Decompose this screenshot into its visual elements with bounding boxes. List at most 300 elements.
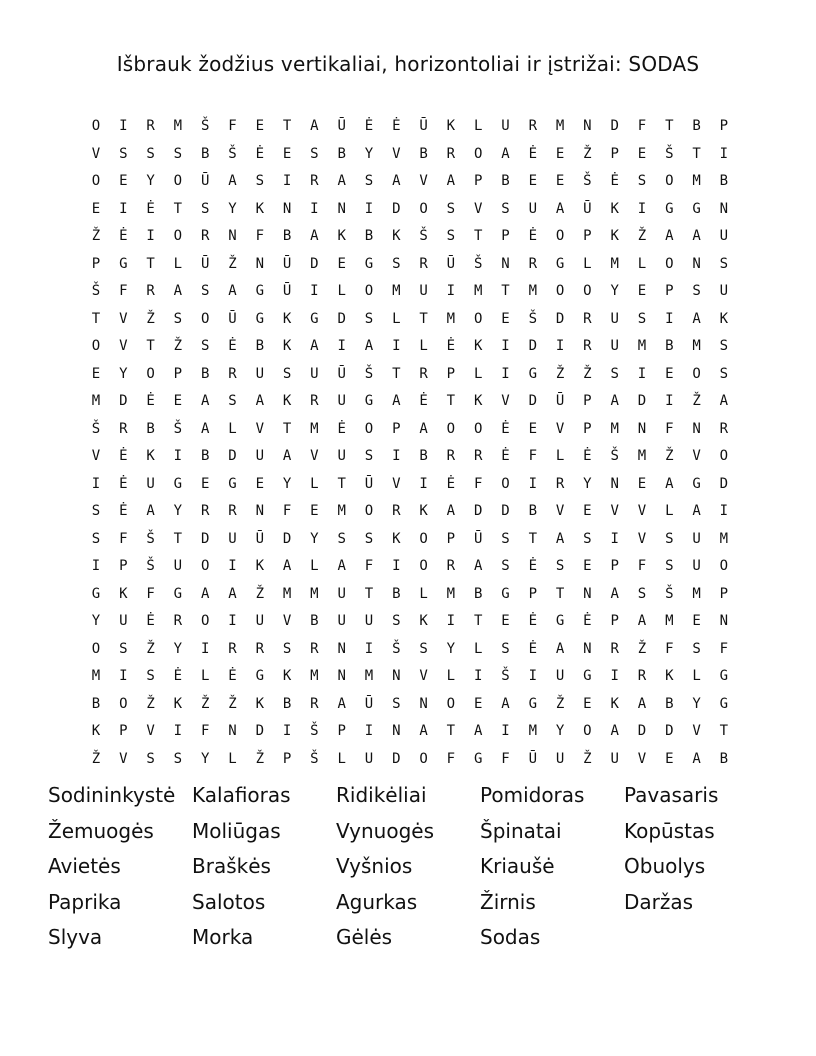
grid-letter[interactable]: A	[310, 118, 319, 134]
grid-letter[interactable]: L	[473, 118, 483, 134]
grid-letter[interactable]: I	[392, 448, 401, 464]
grid-letter[interactable]: F	[146, 585, 155, 602]
grid-letter[interactable]: Ž	[255, 585, 265, 602]
grid-letter[interactable]: O	[501, 475, 510, 492]
grid-letter[interactable]: V	[119, 310, 128, 327]
grid-letter[interactable]: A	[665, 475, 674, 492]
grid-letter[interactable]: Ž	[583, 750, 592, 767]
grid-letter[interactable]: F	[282, 503, 292, 519]
grid-letter[interactable]: I	[501, 723, 510, 739]
grid-letter[interactable]: F	[228, 118, 237, 134]
grid-letter[interactable]: E	[501, 613, 510, 629]
grid-letter[interactable]: Ė	[119, 448, 128, 464]
grid-letter[interactable]: M	[692, 173, 701, 189]
grid-letter[interactable]: A	[446, 173, 456, 189]
grid-letter[interactable]: P	[337, 723, 346, 739]
grid-letter[interactable]: K	[392, 530, 401, 547]
grid-letter[interactable]: I	[337, 338, 346, 354]
grid-letter[interactable]: D	[200, 530, 210, 547]
grid-letter[interactable]: Ū	[337, 365, 346, 382]
grid-letter[interactable]: A	[555, 200, 565, 217]
grid-letter[interactable]: Ė	[228, 338, 237, 354]
grid-letter[interactable]: K	[610, 200, 619, 217]
grid-letter[interactable]: Š	[228, 145, 237, 162]
grid-letter[interactable]: E	[501, 310, 510, 327]
grid-letter[interactable]: U	[610, 310, 619, 327]
grid-letter[interactable]: I	[91, 558, 101, 574]
grid-letter[interactable]: Ė	[228, 668, 237, 684]
grid-letter[interactable]: S	[501, 640, 510, 657]
grid-letter[interactable]: G	[255, 310, 265, 327]
grid-letter[interactable]: L	[200, 668, 210, 684]
grid-letter[interactable]: A	[200, 420, 210, 437]
grid-letter[interactable]: S	[719, 338, 729, 354]
grid-letter[interactable]: M	[528, 723, 538, 739]
grid-letter[interactable]: Ū	[446, 255, 456, 272]
grid-letter[interactable]: I	[173, 448, 183, 464]
grid-letter[interactable]: U	[337, 448, 346, 464]
grid-letter[interactable]: L	[473, 640, 483, 657]
grid-letter[interactable]: A	[419, 420, 428, 437]
grid-letter[interactable]: Ž	[637, 228, 647, 244]
grid-letter[interactable]: U	[419, 283, 428, 299]
grid-letter[interactable]: O	[200, 310, 210, 327]
grid-letter[interactable]: E	[528, 420, 538, 437]
grid-letter[interactable]: R	[200, 503, 210, 519]
grid-letter[interactable]: A	[200, 393, 210, 409]
grid-letter[interactable]: I	[719, 503, 729, 519]
grid-letter[interactable]: R	[255, 640, 265, 657]
grid-letter[interactable]: F	[528, 448, 538, 464]
grid-letter[interactable]: I	[91, 475, 101, 492]
grid-letter[interactable]: N	[228, 228, 237, 244]
grid-letter[interactable]: T	[364, 585, 374, 602]
grid-letter[interactable]: K	[610, 695, 619, 712]
grid-letter[interactable]: Ž	[555, 695, 565, 712]
grid-letter[interactable]: I	[146, 228, 155, 244]
grid-letter[interactable]: U	[337, 613, 346, 629]
grid-letter[interactable]: O	[555, 228, 565, 244]
grid-letter[interactable]: A	[555, 530, 565, 547]
grid-letter[interactable]: S	[228, 393, 237, 409]
grid-letter[interactable]: S	[446, 200, 456, 217]
grid-letter[interactable]: Ė	[146, 200, 155, 217]
grid-letter[interactable]: A	[665, 228, 674, 244]
grid-letter[interactable]: M	[310, 668, 319, 684]
grid-letter[interactable]: A	[692, 228, 701, 244]
grid-letter[interactable]: R	[392, 503, 401, 519]
grid-letter[interactable]: F	[446, 750, 456, 767]
grid-letter[interactable]: Š	[364, 365, 374, 382]
grid-letter[interactable]: U	[337, 393, 346, 409]
grid-letter[interactable]: V	[637, 503, 647, 519]
grid-letter[interactable]: O	[473, 145, 483, 162]
grid-letter[interactable]: V	[255, 420, 265, 437]
grid-letter[interactable]: Ž	[91, 750, 101, 767]
grid-letter[interactable]: D	[637, 723, 647, 739]
grid-letter[interactable]: V	[91, 448, 101, 464]
grid-letter[interactable]: K	[282, 310, 292, 327]
grid-letter[interactable]: K	[91, 723, 101, 739]
grid-letter[interactable]: D	[555, 310, 565, 327]
grid-letter[interactable]: T	[282, 420, 292, 437]
grid-letter[interactable]: Š	[501, 668, 510, 684]
grid-letter[interactable]: M	[473, 283, 483, 299]
grid-letter[interactable]: L	[692, 668, 701, 684]
grid-letter[interactable]: V	[637, 530, 647, 547]
grid-letter[interactable]: Ė	[146, 393, 155, 409]
grid-letter[interactable]: I	[419, 475, 428, 492]
grid-letter[interactable]: Y	[692, 695, 701, 712]
grid-letter[interactable]: P	[473, 173, 483, 189]
grid-letter[interactable]: A	[282, 448, 292, 464]
grid-letter[interactable]: E	[692, 613, 701, 629]
grid-letter[interactable]: S	[255, 173, 265, 189]
grid-letter[interactable]: D	[610, 118, 619, 134]
grid-letter[interactable]: I	[119, 118, 128, 134]
grid-letter[interactable]: K	[255, 695, 265, 712]
grid-letter[interactable]: Ū	[200, 173, 210, 189]
grid-letter[interactable]: T	[337, 475, 346, 492]
grid-letter[interactable]: Ė	[119, 228, 128, 244]
grid-letter[interactable]: R	[446, 145, 456, 162]
grid-letter[interactable]: M	[446, 585, 456, 602]
grid-letter[interactable]: K	[473, 338, 483, 354]
grid-letter[interactable]: U	[337, 585, 346, 602]
grid-letter[interactable]: E	[555, 145, 565, 162]
grid-letter[interactable]: Ū	[255, 530, 265, 547]
grid-letter[interactable]: Ė	[501, 448, 510, 464]
grid-letter[interactable]: L	[446, 668, 456, 684]
grid-letter[interactable]: I	[665, 310, 674, 327]
grid-letter[interactable]: O	[555, 283, 565, 299]
grid-letter[interactable]: S	[610, 365, 619, 382]
grid-letter[interactable]: A	[610, 585, 619, 602]
grid-letter[interactable]: O	[173, 173, 183, 189]
grid-letter[interactable]: S	[173, 145, 183, 162]
grid-letter[interactable]: G	[692, 200, 701, 217]
grid-letter[interactable]: Ū	[364, 695, 374, 712]
grid-letter[interactable]: A	[392, 393, 401, 409]
grid-letter[interactable]: S	[501, 200, 510, 217]
grid-letter[interactable]: A	[364, 338, 374, 354]
grid-letter[interactable]: S	[364, 530, 374, 547]
grid-letter[interactable]: P	[610, 613, 619, 629]
grid-letter[interactable]: T	[446, 723, 456, 739]
grid-letter[interactable]: A	[692, 503, 701, 519]
grid-letter[interactable]: I	[555, 338, 565, 354]
grid-letter[interactable]: M	[282, 585, 292, 602]
grid-letter[interactable]: A	[255, 393, 265, 409]
grid-letter[interactable]: R	[310, 640, 319, 657]
grid-letter[interactable]: Š	[419, 228, 428, 244]
grid-letter[interactable]: M	[610, 420, 619, 437]
grid-letter[interactable]: S	[119, 145, 128, 162]
grid-letter[interactable]: Ė	[528, 228, 538, 244]
grid-letter[interactable]: U	[692, 530, 701, 547]
grid-letter[interactable]: I	[446, 283, 456, 299]
grid-letter[interactable]: A	[173, 283, 183, 299]
grid-letter[interactable]: R	[228, 640, 237, 657]
grid-letter[interactable]: N	[337, 668, 346, 684]
grid-letter[interactable]: S	[555, 558, 565, 574]
grid-letter[interactable]: S	[583, 530, 592, 547]
grid-letter[interactable]: B	[255, 338, 265, 354]
grid-letter[interactable]: E	[200, 475, 210, 492]
grid-letter[interactable]: N	[692, 420, 701, 437]
grid-letter[interactable]: L	[555, 448, 565, 464]
grid-letter[interactable]: R	[310, 695, 319, 712]
grid-letter[interactable]: B	[310, 613, 319, 629]
grid-letter[interactable]: A	[473, 558, 483, 574]
grid-letter[interactable]: Ž	[173, 338, 183, 354]
grid-letter[interactable]: F	[255, 228, 265, 244]
grid-letter[interactable]: P	[446, 365, 456, 382]
grid-letter[interactable]: L	[665, 503, 674, 519]
grid-letter[interactable]: Ū	[200, 255, 210, 272]
grid-letter[interactable]: G	[255, 283, 265, 299]
grid-letter[interactable]: N	[419, 695, 428, 712]
grid-letter[interactable]: F	[719, 640, 729, 657]
grid-letter[interactable]: Š	[528, 310, 538, 327]
grid-letter[interactable]: O	[419, 558, 428, 574]
grid-letter[interactable]: N	[719, 613, 729, 629]
grid-letter[interactable]: B	[146, 420, 155, 437]
grid-letter[interactable]: Y	[446, 640, 456, 657]
grid-letter[interactable]: T	[446, 393, 456, 409]
grid-letter[interactable]: S	[446, 228, 456, 244]
grid-letter[interactable]: Š	[200, 118, 210, 134]
grid-letter[interactable]: M	[692, 585, 701, 602]
grid-letter[interactable]: N	[583, 640, 592, 657]
grid-letter[interactable]: M	[637, 448, 647, 464]
grid-letter[interactable]: L	[583, 255, 592, 272]
grid-letter[interactable]: Ė	[173, 668, 183, 684]
grid-letter[interactable]: O	[719, 448, 729, 464]
grid-letter[interactable]: A	[692, 750, 701, 767]
grid-letter[interactable]: N	[583, 585, 592, 602]
grid-letter[interactable]: Y	[173, 640, 183, 657]
grid-letter[interactable]: D	[228, 448, 237, 464]
grid-letter[interactable]: Š	[473, 255, 483, 272]
grid-letter[interactable]: R	[146, 118, 155, 134]
grid-letter[interactable]: M	[637, 338, 647, 354]
grid-letter[interactable]: P	[282, 750, 292, 767]
grid-letter[interactable]: Y	[173, 503, 183, 519]
grid-letter[interactable]: U	[119, 613, 128, 629]
grid-letter[interactable]: U	[255, 448, 265, 464]
grid-letter[interactable]: E	[91, 200, 101, 217]
grid-letter[interactable]: D	[665, 723, 674, 739]
grid-letter[interactable]: Ž	[91, 228, 101, 244]
grid-letter[interactable]: Š	[583, 173, 592, 189]
grid-letter[interactable]: S	[665, 530, 674, 547]
grid-letter[interactable]: Š	[310, 723, 319, 739]
grid-letter[interactable]: S	[392, 255, 401, 272]
grid-letter[interactable]: A	[446, 503, 456, 519]
grid-letter[interactable]: Y	[119, 365, 128, 382]
grid-letter[interactable]: Y	[228, 200, 237, 217]
grid-letter[interactable]: R	[228, 503, 237, 519]
grid-letter[interactable]: U	[364, 750, 374, 767]
grid-letter[interactable]: G	[665, 200, 674, 217]
grid-letter[interactable]: D	[501, 503, 510, 519]
grid-letter[interactable]: I	[228, 613, 237, 629]
grid-letter[interactable]: R	[473, 448, 483, 464]
grid-letter[interactable]: U	[310, 365, 319, 382]
grid-letter[interactable]: Y	[91, 613, 101, 629]
grid-letter[interactable]: A	[228, 585, 237, 602]
grid-letter[interactable]: D	[282, 530, 292, 547]
grid-letter[interactable]: U	[610, 750, 619, 767]
grid-letter[interactable]: K	[146, 448, 155, 464]
grid-letter[interactable]: Š	[146, 558, 155, 574]
grid-letter[interactable]: K	[282, 668, 292, 684]
grid-letter[interactable]: S	[282, 640, 292, 657]
grid-letter[interactable]: Ė	[528, 640, 538, 657]
grid-letter[interactable]: P	[173, 365, 183, 382]
grid-letter[interactable]: R	[583, 310, 592, 327]
grid-letter[interactable]: I	[364, 640, 374, 657]
grid-letter[interactable]: S	[392, 613, 401, 629]
grid-letter[interactable]: U	[255, 365, 265, 382]
grid-letter[interactable]: O	[419, 750, 428, 767]
grid-letter[interactable]: B	[200, 448, 210, 464]
grid-letter[interactable]: K	[337, 228, 346, 244]
grid-letter[interactable]: K	[419, 503, 428, 519]
grid-letter[interactable]: S	[692, 283, 701, 299]
grid-letter[interactable]: K	[282, 338, 292, 354]
grid-letter[interactable]: T	[173, 200, 183, 217]
grid-letter[interactable]: S	[146, 750, 155, 767]
grid-letter[interactable]: T	[91, 310, 101, 327]
grid-letter[interactable]: I	[200, 640, 210, 657]
grid-letter[interactable]: Ė	[446, 475, 456, 492]
grid-letter[interactable]: Ė	[583, 448, 592, 464]
grid-letter[interactable]: K	[255, 558, 265, 574]
grid-letter[interactable]: N	[583, 118, 592, 134]
grid-letter[interactable]: B	[692, 118, 701, 134]
grid-letter[interactable]: A	[228, 283, 237, 299]
grid-letter[interactable]: O	[364, 283, 374, 299]
grid-letter[interactable]: Ė	[528, 145, 538, 162]
grid-letter[interactable]: Ė	[528, 613, 538, 629]
grid-letter[interactable]: O	[473, 310, 483, 327]
grid-letter[interactable]: Ž	[228, 695, 237, 712]
grid-letter[interactable]: R	[200, 228, 210, 244]
grid-letter[interactable]: L	[419, 585, 428, 602]
grid-letter[interactable]: B	[501, 173, 510, 189]
grid-letter[interactable]: Ū	[282, 255, 292, 272]
grid-letter[interactable]: M	[665, 613, 674, 629]
grid-letter[interactable]: Y	[146, 173, 155, 189]
grid-letter[interactable]: B	[364, 228, 374, 244]
grid-letter[interactable]: Š	[665, 585, 674, 602]
grid-letter[interactable]: I	[119, 200, 128, 217]
grid-letter[interactable]: Ž	[146, 310, 155, 327]
grid-letter[interactable]: G	[473, 750, 483, 767]
grid-letter[interactable]: O	[91, 640, 101, 657]
grid-letter[interactable]: G	[364, 393, 374, 409]
grid-letter[interactable]: D	[392, 200, 401, 217]
grid-letter[interactable]: V	[392, 145, 401, 162]
grid-letter[interactable]: A	[473, 723, 483, 739]
grid-letter[interactable]: N	[610, 475, 619, 492]
grid-letter[interactable]: G	[364, 255, 374, 272]
grid-letter[interactable]: P	[583, 393, 592, 409]
grid-letter[interactable]: U	[364, 613, 374, 629]
grid-letter[interactable]: U	[146, 475, 155, 492]
grid-letter[interactable]: E	[637, 145, 647, 162]
grid-letter[interactable]: G	[173, 585, 183, 602]
grid-letter[interactable]: R	[119, 420, 128, 437]
grid-letter[interactable]: S	[146, 668, 155, 684]
grid-letter[interactable]: M	[310, 420, 319, 437]
grid-letter[interactable]: U	[719, 283, 729, 299]
grid-letter[interactable]: I	[637, 200, 647, 217]
grid-letter[interactable]: D	[310, 255, 319, 272]
grid-letter[interactable]: D	[528, 393, 538, 409]
grid-letter[interactable]: O	[583, 283, 592, 299]
grid-letter[interactable]: U	[228, 530, 237, 547]
grid-letter[interactable]: T	[146, 255, 155, 272]
grid-letter[interactable]: Ž	[146, 695, 155, 712]
grid-letter[interactable]: Ė	[255, 145, 265, 162]
grid-letter[interactable]: G	[583, 668, 592, 684]
grid-letter[interactable]: O	[692, 365, 701, 382]
grid-letter[interactable]: M	[392, 283, 401, 299]
grid-letter[interactable]: G	[119, 255, 128, 272]
grid-letter[interactable]: Ž	[665, 448, 674, 464]
grid-letter[interactable]: P	[665, 283, 674, 299]
grid-letter[interactable]: I	[610, 668, 619, 684]
grid-letter[interactable]: I	[610, 530, 619, 547]
grid-letter[interactable]: R	[173, 613, 183, 629]
grid-letter[interactable]: Ė	[610, 173, 619, 189]
grid-letter[interactable]: S	[119, 640, 128, 657]
grid-letter[interactable]: M	[91, 668, 101, 684]
grid-letter[interactable]: O	[364, 503, 374, 519]
grid-letter[interactable]: Š	[173, 420, 183, 437]
grid-letter[interactable]: T	[528, 530, 538, 547]
grid-letter[interactable]: A	[310, 228, 319, 244]
grid-letter[interactable]: N	[282, 200, 292, 217]
grid-letter[interactable]: L	[337, 750, 346, 767]
grid-letter[interactable]: F	[119, 530, 128, 547]
grid-letter[interactable]: U	[555, 668, 565, 684]
grid-letter[interactable]: D	[528, 338, 538, 354]
grid-letter[interactable]: I	[528, 668, 538, 684]
grid-letter[interactable]: F	[501, 750, 510, 767]
grid-letter[interactable]: N	[255, 255, 265, 272]
grid-letter[interactable]: S	[419, 640, 428, 657]
grid-letter[interactable]: V	[392, 475, 401, 492]
grid-letter[interactable]: Š	[91, 283, 101, 299]
grid-letter[interactable]: S	[364, 448, 374, 464]
grid-letter[interactable]: G	[719, 695, 729, 712]
grid-letter[interactable]: U	[528, 200, 538, 217]
grid-letter[interactable]: A	[555, 640, 565, 657]
grid-letter[interactable]: Ė	[337, 420, 346, 437]
grid-letter[interactable]: S	[173, 310, 183, 327]
grid-letter[interactable]: V	[119, 750, 128, 767]
grid-letter[interactable]: Ž	[228, 255, 237, 272]
grid-letter[interactable]: D	[337, 310, 346, 327]
grid-letter[interactable]: I	[119, 668, 128, 684]
grid-letter[interactable]: M	[310, 585, 319, 602]
grid-letter[interactable]: Ū	[364, 475, 374, 492]
grid-letter[interactable]: Ė	[528, 558, 538, 574]
